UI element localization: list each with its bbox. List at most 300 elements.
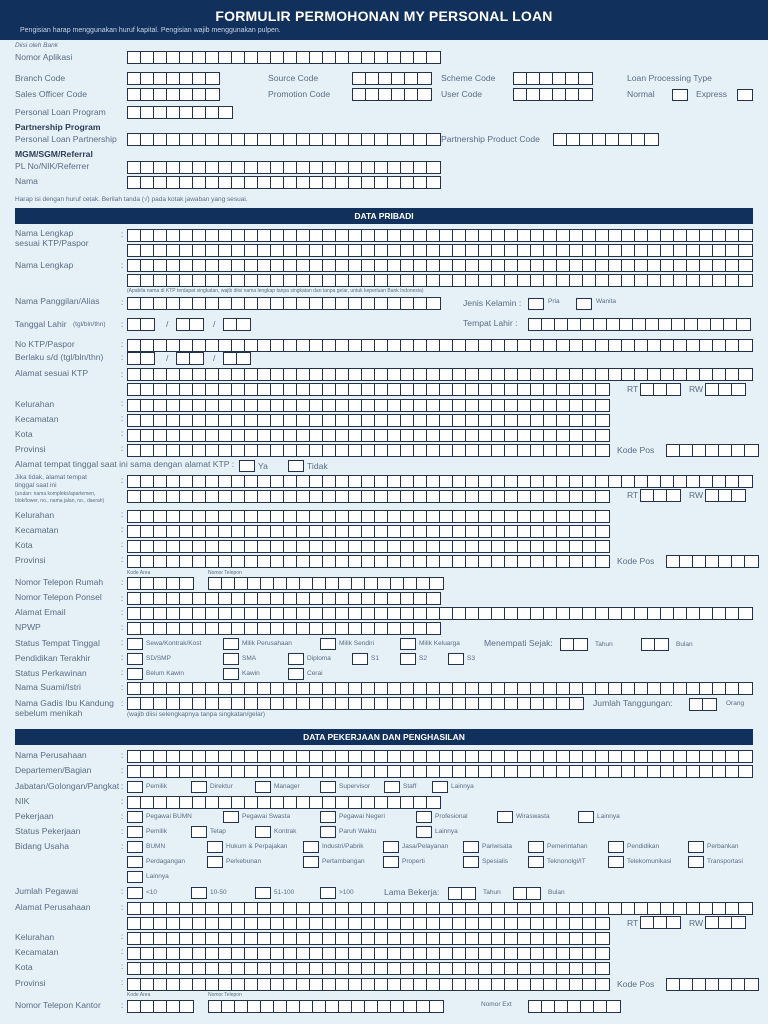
bidang-usaha-r1-option-4[interactable] (463, 841, 479, 853)
bidang-option-label: Pemerintahan (547, 843, 588, 850)
partnership-program-heading: Partnership Program (15, 122, 101, 132)
express-checkbox[interactable] (737, 89, 753, 101)
kelurahan-tinggal-input[interactable] (127, 510, 610, 523)
label-status-perkawinan: Status Perkawinan (15, 668, 87, 678)
alamat-ktp-input-1[interactable] (127, 368, 753, 381)
colon-separator: : (121, 444, 124, 453)
pria-checkbox[interactable] (528, 298, 544, 310)
jabatan-option-label: Staff (403, 783, 417, 790)
colon-separator: : (121, 370, 124, 379)
label-nomor-telepon-kantor-cap: Nomor Telepon (208, 992, 242, 998)
colon-separator: : (121, 594, 124, 603)
bidang-usaha-r1-option-0[interactable] (127, 841, 143, 853)
jabatan-option-3[interactable] (320, 781, 336, 793)
perkawinan-option-2[interactable] (288, 668, 304, 680)
colon-separator: : (121, 812, 124, 821)
bidang-option-label: Teknonolgi/IT (547, 858, 586, 865)
bidang-option-label: Transportasi (707, 858, 743, 865)
label-jika-tidak-1: Jika tidak, alamat tempat (15, 474, 87, 481)
nama-suami-input[interactable] (127, 682, 753, 695)
label-no-ktp: No KTP/Paspor (15, 339, 75, 349)
colon-separator: : (121, 978, 124, 987)
pendidikan-option-1[interactable] (223, 653, 239, 665)
label-jumlah-tanggungan: Jumlah Tanggungan: (593, 698, 673, 708)
pekerjaan-option-1[interactable] (223, 811, 239, 823)
kode-pos-tinggal-input[interactable] (666, 555, 759, 568)
jabatan-option-label: Pemilik (146, 783, 167, 790)
bidang-usaha-r2-option-1[interactable] (207, 856, 223, 868)
label-loan-processing-type: Loan Processing Type (627, 73, 712, 83)
label-tanggal-lahir: Tanggal Lahir (15, 319, 67, 329)
label-nama-lengkap-ktp-1: Nama Lengkap (15, 228, 74, 238)
provinsi-tinggal-input[interactable] (127, 555, 610, 568)
bidang-usaha-r2-option-6[interactable] (608, 856, 624, 868)
jabatan-option-0[interactable] (127, 781, 143, 793)
scheme-code-input[interactable] (513, 72, 593, 85)
label-kode-area-rumah: Kode Area (127, 570, 151, 576)
colon-separator: : (121, 751, 124, 760)
date-slash: / (166, 319, 169, 329)
bidang-option-label: BUMN (146, 843, 166, 850)
pendidikan-option-5[interactable] (448, 653, 464, 665)
label-rt-ktp: RT (627, 384, 639, 394)
departemen-input[interactable] (127, 765, 753, 778)
alamat-ktp-input-2[interactable] (127, 383, 610, 396)
jumlah-pegawai-option-3[interactable] (320, 887, 336, 899)
bidang-usaha-r3-option-0[interactable] (127, 871, 143, 883)
label-kelurahan-kantor: Kelurahan (15, 932, 55, 942)
nama-referrer-input[interactable] (127, 176, 441, 189)
tempat-lahir-input[interactable] (528, 318, 751, 331)
pl-no-input[interactable] (127, 161, 441, 174)
label-departemen: Departemen/Bagian (15, 765, 92, 775)
bidang-usaha-r2-option-4[interactable] (463, 856, 479, 868)
bidang-option-label: Perkebunan (226, 858, 262, 865)
pegawai-option-label: >100 (339, 889, 354, 896)
email-input[interactable] (127, 607, 753, 620)
bank-only-heading: Diisi oleh Bank (15, 42, 58, 49)
colon-separator: : (121, 476, 124, 485)
jabatan-option-2[interactable] (255, 781, 271, 793)
bidang-option-label: Hukum & Perpajakan (226, 843, 288, 850)
nomor-aplikasi-input[interactable] (127, 51, 441, 64)
nama-gadis-ibu-input[interactable] (127, 697, 584, 710)
colon-separator: : (121, 766, 124, 775)
alamat-perusahaan-input-2[interactable] (127, 917, 610, 930)
jumlah-tanggungan-input[interactable] (689, 698, 717, 711)
label-nomor-ext: Nomor Ext (481, 1001, 512, 1008)
colon-separator: : (121, 797, 124, 806)
bidang-option-label: Industri/Pabrik (322, 843, 364, 850)
label-berlaku: Berlaku s/d (tgl/bln/thn) (15, 352, 104, 362)
label-user-code: User Code (441, 89, 483, 99)
stt-option-label: Milik Keluarga (419, 640, 460, 647)
bidang-usaha-r1-option-7[interactable] (688, 841, 704, 853)
pekerjaan-option-label: Wiraswasta (516, 813, 550, 820)
data-pekerjaan-section-header: DATA PEKERJAAN DAN PENGHASILAN (15, 729, 753, 745)
label-kota-ktp: Kota (15, 429, 33, 439)
label-kecamatan-ktp: Kecamatan (15, 414, 59, 424)
wanita-checkbox[interactable] (576, 298, 592, 310)
pegawai-option-label: <10 (146, 889, 158, 896)
label-pria: Pria (548, 298, 560, 305)
label-kode-pos-ktp: Kode Pos (617, 445, 655, 455)
label-provinsi-ktp: Provinsi (15, 444, 46, 454)
nama-perusahaan-input[interactable] (127, 750, 753, 763)
promotion-code-input[interactable] (352, 88, 432, 101)
label-bidang-usaha: Bidang Usaha (15, 841, 69, 851)
label-pl-no: PL No/NIK/Referrer (15, 161, 90, 171)
kelurahan-ktp-input[interactable] (127, 399, 610, 412)
kecamatan-ktp-input[interactable] (127, 414, 610, 427)
tidak-checkbox[interactable] (288, 460, 304, 472)
label-sales-officer-code: Sales Officer Code (15, 89, 87, 99)
provinsi-ktp-input[interactable] (127, 444, 610, 457)
stt-option-label: Milik Sendiri (339, 640, 375, 647)
no-ktp-input[interactable] (127, 339, 753, 352)
colon-separator: : (121, 399, 124, 408)
bidang-usaha-r2-option-7[interactable] (688, 856, 704, 868)
label-normal: Normal (627, 89, 655, 99)
label-lama-bekerja: Lama Bekerja: (384, 887, 440, 897)
colon-separator: : (121, 540, 124, 549)
colon-separator: : (121, 320, 124, 329)
bidang-usaha-r1-option-6[interactable] (608, 841, 624, 853)
perkawinan-option-0[interactable] (127, 668, 143, 680)
colon-separator: : (121, 842, 124, 851)
kawin-option-label: Cerai (307, 670, 323, 677)
jabatan-option-1[interactable] (191, 781, 207, 793)
pegawai-option-label: 10-50 (210, 889, 227, 896)
rw-ktp-input[interactable] (705, 383, 746, 396)
berlaku-year[interactable] (223, 352, 251, 365)
label-telepon-kantor: Nomor Telepon Kantor (15, 1000, 101, 1010)
form-title: FORMULIR PERMOHONAN MY PERSONAL LOAN (215, 8, 553, 24)
pekerjaan-option-label: Pegawai Swasta (242, 813, 291, 820)
bidang-usaha-r2-option-5[interactable] (528, 856, 544, 868)
label-npwp: NPWP (15, 622, 41, 632)
note-singkatan: (Apabila nama di KTP terdapat singkatan, wajib diisi nama lengkap tanpa singkatan dan tanpa gelar, untuk keperluan Bank Indonesia) (127, 288, 424, 294)
label-tahun: Tahun (483, 889, 501, 896)
kode-area-rumah-input[interactable] (127, 577, 194, 590)
colon-separator: : (121, 298, 124, 307)
status-tempat-tinggal-option-3[interactable] (400, 638, 416, 650)
label-kecamatan-kantor: Kecamatan (15, 947, 59, 957)
label-kode-pos-tinggal: Kode Pos (617, 556, 655, 566)
label-tgl-format-lahir: (tgl/bln/thn) (73, 321, 106, 328)
colon-separator: : (121, 887, 124, 896)
telepon-rumah-input[interactable] (208, 577, 444, 590)
label-nama-gadis-2: sebelum menikah (15, 708, 83, 718)
source-code-input[interactable] (352, 72, 432, 85)
bidang-usaha-r1-option-1[interactable] (207, 841, 223, 853)
bidang-option-label: Properti (402, 858, 425, 865)
pekerjaan-option-2[interactable] (320, 811, 336, 823)
label-pendidikan: Pendidikan Terakhir (15, 653, 91, 663)
label-nama-panggilan: Nama Panggilan/Alias (15, 296, 100, 306)
kota-tinggal-input[interactable] (127, 540, 610, 553)
label-jika-tidak-note-1: (urutan: nama kompleks/apartemen, (15, 491, 96, 497)
pendidikan-option-2[interactable] (288, 653, 304, 665)
label-jika-tidak-note-2: blok/tower, no., nama jalan, no., daerah) (15, 498, 105, 504)
stt-option-label: Sewa/Kontrak/Kost (146, 640, 202, 647)
tgl-lahir-year[interactable] (223, 318, 251, 331)
label-nomor-telepon-rumah-cap: Nomor Telepon (208, 570, 242, 576)
data-pribadi-section-header: DATA PRIBADI (15, 208, 753, 224)
bidang-option-label: Lainnya (146, 873, 169, 880)
bidang-option-label: Telekomunikasi (627, 858, 672, 865)
pekerjaan-option-5[interactable] (578, 811, 594, 823)
nik-input[interactable] (127, 796, 441, 809)
label-jika-tidak-2: tinggal saat ini (15, 482, 57, 489)
label-rt-kantor: RT (627, 918, 639, 928)
instruction-text: Harap isi dengan huruf cetak. Berilah tanda (√) pada kotak jawaban yang sesuai. (15, 196, 248, 203)
pekerjaan-option-4[interactable] (497, 811, 513, 823)
label-nama-gadis-1: Nama Gadis Ibu Kandung (15, 698, 114, 708)
status-pekerjaan-option-0[interactable] (127, 826, 143, 838)
jabatan-option-label: Manager (274, 783, 300, 790)
status-pekerjaan-option-1[interactable] (191, 826, 207, 838)
label-orang: Orang (726, 700, 745, 707)
label-jenis-kelamin: Jenis Kelamin : (463, 298, 522, 308)
bidang-option-label: Pertambangan (322, 858, 365, 865)
colon-separator: : (121, 578, 124, 587)
partnership-product-code-input[interactable] (553, 133, 659, 146)
perkawinan-option-1[interactable] (223, 668, 239, 680)
label-status-tempat-tinggal: Status Tempat Tinggal (15, 638, 100, 648)
bidang-usaha-r2-option-0[interactable] (127, 856, 143, 868)
status-tempat-tinggal-option-1[interactable] (223, 638, 239, 650)
pekerjaan-option-label: Lainnya (597, 813, 620, 820)
colon-separator: : (121, 510, 124, 519)
label-promotion-code: Promotion Code (268, 89, 331, 99)
user-code-input[interactable] (513, 88, 593, 101)
label-rw-tinggal: RW (689, 490, 704, 500)
label-nama-lengkap-ktp-2: sesuai KTP/Paspor (15, 238, 89, 248)
bidang-usaha-r1-option-5[interactable] (528, 841, 544, 853)
label-rw-ktp: RW (689, 384, 704, 394)
label-source-code: Source Code (268, 73, 319, 83)
colon-separator: : (121, 414, 124, 423)
pendidikan-option-3[interactable] (352, 653, 368, 665)
colon-separator: : (121, 261, 124, 270)
menempati-tahun-input[interactable] (560, 638, 588, 651)
jumlah-pegawai-option-1[interactable] (191, 887, 207, 899)
rw-kantor-input[interactable] (705, 916, 746, 929)
nama-panggilan-input[interactable] (127, 297, 441, 310)
berlaku-month[interactable] (176, 352, 204, 365)
label-nama: Nama (15, 176, 38, 186)
label-rw-kantor: RW (689, 918, 704, 928)
colon-separator: : (121, 555, 124, 564)
berlaku-day[interactable] (127, 352, 155, 365)
pendidikan-option-0[interactable] (127, 653, 143, 665)
pendidikan-option-label: S2 (419, 655, 427, 662)
label-branch-code: Branch Code (15, 73, 66, 83)
date-slash: / (166, 353, 169, 363)
jumlah-pegawai-option-0[interactable] (127, 887, 143, 899)
pendidikan-option-label: S1 (371, 655, 379, 662)
nama-lengkap-ktp-input-1[interactable] (127, 229, 753, 242)
kota-ktp-input[interactable] (127, 429, 610, 442)
rt-ktp-input[interactable] (640, 383, 681, 396)
colon-separator: : (121, 230, 124, 239)
bidang-option-label: Perdagangan (146, 858, 186, 865)
bidang-usaha-r2-option-3[interactable] (383, 856, 399, 868)
alamat-tinggal-input-2[interactable] (127, 490, 610, 503)
pendidikan-option-4[interactable] (400, 653, 416, 665)
colon-separator: : (121, 653, 124, 662)
status-pekerjaan-option-label: Pemilik (146, 828, 167, 835)
form-subtitle: Pengisian harap menggunakan huruf kapital. Pengisian wajib menggunakan pulpen. (20, 27, 281, 34)
pendidikan-option-label: Diploma (307, 655, 331, 662)
status-tempat-tinggal-option-2[interactable] (320, 638, 336, 650)
branch-code-input[interactable] (127, 72, 220, 85)
status-pekerjaan-option-4[interactable] (416, 826, 432, 838)
label-telepon-ponsel: Nomor Telepon Ponsel (15, 592, 102, 602)
colon-separator: : (121, 782, 124, 791)
label-nik: NIK (15, 796, 30, 806)
label-scheme-code: Scheme Code (441, 73, 496, 83)
personal-loan-program-input[interactable] (127, 106, 233, 119)
lama-tahun-input[interactable] (448, 887, 476, 900)
status-tempat-tinggal-option-0[interactable] (127, 638, 143, 650)
label-provinsi-kantor: Provinsi (15, 978, 46, 988)
label-personal-loan-program: Personal Loan Program (15, 107, 106, 117)
label-rt-tinggal: RT (627, 490, 639, 500)
status-pekerjaan-option-3[interactable] (320, 826, 336, 838)
label-tidak: Tidak (307, 461, 328, 471)
kecamatan-kantor-input[interactable] (127, 947, 610, 960)
colon-separator: : (121, 340, 124, 349)
status-pekerjaan-option-label: Kontrak (274, 828, 297, 835)
jumlah-pegawai-option-2[interactable] (255, 887, 271, 899)
lama-bulan-input[interactable] (513, 887, 541, 900)
provinsi-kantor-input[interactable] (127, 978, 610, 991)
label-pekerjaan: Pekerjaan (15, 811, 54, 821)
nama-lengkap-ktp-input-2[interactable] (127, 244, 753, 257)
jabatan-option-5[interactable] (432, 781, 448, 793)
colon-separator: : (121, 1001, 124, 1010)
kode-pos-kantor-input[interactable] (666, 978, 759, 991)
label-menempati-sejak: Menempati Sejak: (484, 638, 553, 648)
jabatan-option-4[interactable] (384, 781, 400, 793)
label-jumlah-pegawai: Jumlah Pegawai (15, 886, 79, 896)
npwp-input[interactable] (127, 622, 441, 635)
colon-separator: : (121, 683, 124, 692)
telepon-ponsel-input[interactable] (127, 592, 441, 605)
status-pekerjaan-option-2[interactable] (255, 826, 271, 838)
kecamatan-tinggal-input[interactable] (127, 525, 610, 538)
colon-separator: : (121, 903, 124, 912)
personal-loan-partnership-input[interactable] (127, 133, 441, 146)
date-slash: / (213, 319, 216, 329)
date-slash: / (213, 353, 216, 363)
rt-kantor-input[interactable] (640, 916, 681, 929)
kode-pos-ktp-input[interactable] (666, 444, 759, 457)
colon-separator: : (121, 932, 124, 941)
colon-separator: : (121, 699, 124, 708)
mgm-heading: MGM/SGM/Referral (15, 149, 93, 159)
label-jabatan: Jabatan/Golongan/Pangkat (15, 781, 120, 791)
label-tempat-lahir: Tempat Lahir : (463, 318, 518, 328)
label-tahun: Tahun (595, 641, 613, 648)
menempati-bulan-input[interactable] (641, 638, 669, 651)
kode-area-kantor-input[interactable] (127, 1000, 194, 1013)
alamat-tinggal-input-1[interactable] (127, 475, 753, 488)
jabatan-option-label: Direktur (210, 783, 233, 790)
rt-tinggal-input[interactable] (640, 489, 681, 502)
pekerjaan-option-label: Pegawai Negeri (339, 813, 385, 820)
tgl-lahir-day[interactable] (127, 318, 155, 331)
stt-option-label: Milik Perusahaan (242, 640, 292, 647)
ya-checkbox[interactable] (239, 460, 255, 472)
bidang-option-label: Spesialis (482, 858, 509, 865)
nama-lengkap-input-1[interactable] (127, 259, 753, 272)
status-pekerjaan-option-label: Tetap (210, 828, 226, 835)
rw-tinggal-input[interactable] (705, 489, 746, 502)
bidang-usaha-r1-option-2[interactable] (303, 841, 319, 853)
nama-lengkap-input-2[interactable] (127, 274, 753, 287)
sales-officer-code-input[interactable] (127, 88, 220, 101)
bidang-option-label: Pendidikan (627, 843, 660, 850)
pendidikan-option-label: SMA (242, 655, 257, 662)
label-nama-perusahaan: Nama Perusahaan (15, 750, 87, 760)
bidang-option-label: Perbankan (707, 843, 739, 850)
colon-separator: : (121, 608, 124, 617)
tgl-lahir-month[interactable] (176, 318, 204, 331)
label-alamat-ktp: Alamat sesuai KTP (15, 368, 89, 378)
colon-separator: : (121, 638, 124, 647)
colon-separator: : (121, 827, 124, 836)
label-personal-loan-partnership: Personal Loan Partnership (15, 134, 117, 144)
pegawai-option-label: 51-100 (274, 889, 295, 896)
label-telepon-rumah: Nomor Telepon Rumah (15, 577, 104, 587)
label-status-pekerjaan: Status Pekerjaan (15, 826, 81, 836)
status-pekerjaan-option-label: Lainnya (435, 828, 458, 835)
label-bulan: Bulan (676, 641, 693, 648)
jabatan-option-label: Lainnya (451, 783, 474, 790)
nomor-ext-input[interactable] (528, 1000, 621, 1013)
colon-separator: : (121, 525, 124, 534)
kelurahan-kantor-input[interactable] (127, 932, 610, 945)
label-partnership-product-code: Partnership Product Code (441, 134, 540, 144)
label-bulan: Bulan (548, 889, 565, 896)
pekerjaan-option-0[interactable] (127, 811, 143, 823)
pendidikan-option-label: S3 (467, 655, 475, 662)
label-kelurahan-tinggal: Kelurahan (15, 510, 55, 520)
telepon-kantor-input[interactable] (208, 1000, 444, 1013)
bidang-option-label: Pariwisata (482, 843, 512, 850)
bidang-usaha-r1-option-3[interactable] (383, 841, 399, 853)
bidang-usaha-r2-option-2[interactable] (303, 856, 319, 868)
status-pekerjaan-option-label: Paruh Waktu (339, 828, 377, 835)
label-kode-area-kantor: Kode Area (127, 992, 151, 998)
colon-separator: : (121, 668, 124, 677)
pekerjaan-option-label: Pegawai BUMN (146, 813, 192, 820)
label-kota-kantor: Kota (15, 962, 33, 972)
kawin-option-label: Belum Kawin (146, 670, 184, 677)
kawin-option-label: Kawin (242, 670, 260, 677)
label-kecamatan-tinggal: Kecamatan (15, 525, 59, 535)
normal-checkbox[interactable] (672, 89, 688, 101)
alamat-perusahaan-input-1[interactable] (127, 902, 753, 915)
label-alamat-perusahaan: Alamat Perusahaan (15, 902, 91, 912)
label-alamat-sama: Alamat tempat tinggal saat ini sama dengan alamat KTP : (15, 459, 235, 469)
kota-kantor-input[interactable] (127, 962, 610, 975)
colon-separator: : (121, 353, 124, 362)
pekerjaan-option-3[interactable] (416, 811, 432, 823)
